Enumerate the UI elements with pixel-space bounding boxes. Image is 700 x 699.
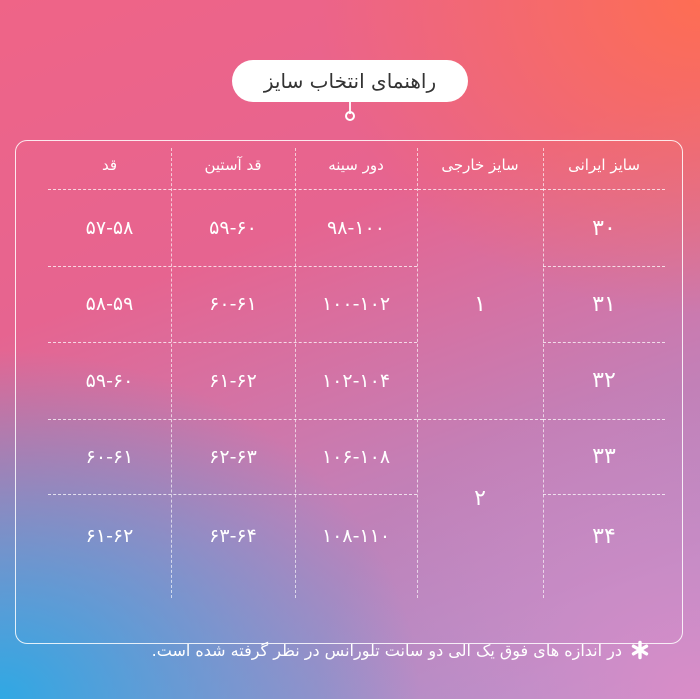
row-3-chest: ۱۰۲-۱۰۴ bbox=[321, 369, 391, 392]
foreign-size-group-2: ۲ bbox=[474, 486, 486, 511]
row-1-iranian: ۳۰ bbox=[592, 215, 616, 241]
row-5-sleeve: ۶۳-۶۴ bbox=[209, 525, 257, 547]
tolerance-footnote: در اندازه های فوق یک الی دو سانت تلورانس در نظر گرفته شده است. bbox=[151, 640, 622, 660]
row-4-chest: ۱۰۶-۱۰۸ bbox=[321, 445, 391, 468]
row-4-length: ۶۰-۶۱ bbox=[85, 445, 134, 468]
row-1-length: ۵۷-۵۸ bbox=[85, 217, 134, 239]
header-iranian-size: سایز ایرانی bbox=[568, 156, 640, 174]
row-3-sleeve: ۶۱-۶۲ bbox=[209, 369, 257, 392]
row-4-sleeve: ۶۲-۶۳ bbox=[209, 445, 257, 468]
row-3-length: ۵۹-۶۰ bbox=[85, 369, 134, 392]
row-4-iranian: ۳۳ bbox=[592, 444, 616, 469]
header-foreign-size: سایز خارجی bbox=[441, 156, 519, 174]
header-sleeve: قد آستین bbox=[204, 156, 262, 174]
row-2-length: ۵۸-۵۹ bbox=[85, 293, 134, 315]
connector-dot bbox=[345, 111, 355, 121]
row-1-sleeve: ۵۹-۶۰ bbox=[209, 217, 257, 239]
row-1-chest: ۹۸-۱۰۰ bbox=[327, 217, 385, 239]
row-5-chest: ۱۰۸-۱۱۰ bbox=[321, 525, 391, 547]
page-title: راهنمای انتخاب سایز bbox=[232, 60, 468, 102]
row-2-iranian: ۳۱ bbox=[592, 291, 616, 317]
row-5-iranian: ۳۴ bbox=[592, 523, 616, 549]
row-2-sleeve: ۶۰-۶۱ bbox=[209, 293, 257, 315]
foreign-size-group-1: ۱ bbox=[474, 292, 486, 317]
header-length: قد bbox=[101, 156, 118, 174]
row-3-iranian: ۳۲ bbox=[592, 368, 616, 393]
row-5-length: ۶۱-۶۲ bbox=[85, 525, 134, 547]
header-chest: دور سینه bbox=[328, 156, 384, 174]
asterisk-icon bbox=[630, 640, 650, 660]
row-2-chest: ۱۰۰-۱۰۲ bbox=[321, 293, 391, 315]
